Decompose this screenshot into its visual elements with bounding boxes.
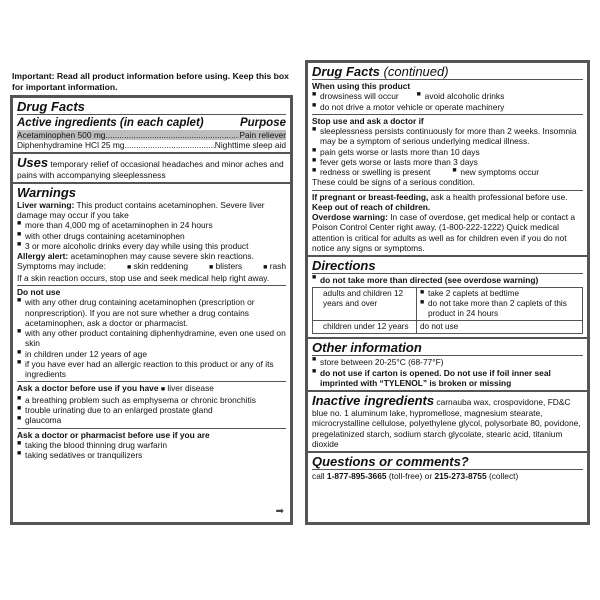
liver-warning: Liver warning: This product contains acetaminophen. Severe liver damage may occur if you take (17, 199, 265, 221)
continued-warnings-section (308, 63, 587, 257)
other-info-title: Other information (312, 340, 422, 356)
allergy-alert: Allergy alert: acetaminophen may cause severe skin reactions. (17, 251, 254, 262)
directions-table (312, 287, 583, 334)
directions-what: ■ take 2 caplets at bedtime ■ do not take more than 2 caplets of this product in 24 hours (417, 288, 583, 321)
stop-use-note: These could be signs of a serious condition. (312, 177, 475, 188)
directions-who: adults and children 12 years and over (313, 288, 417, 321)
keep-out-of-reach: Keep out of reach of children. (312, 201, 431, 212)
ask-doctor-bullet: ■ trouble urinating due to an enlarged prostate gland (17, 405, 286, 415)
ingredient-name: Acetaminophen 500 mg (17, 130, 106, 141)
when-using-bullet: ■ drowsiness will occur (312, 91, 399, 101)
inactive-ingredients-section (308, 392, 587, 453)
other-info-bullet: ■ store between 20-25°C (68-77°F) (312, 355, 583, 367)
ask-pharmacist-bullet: ■ taking sedatives or tranquilizers (17, 450, 286, 460)
warnings-section (13, 184, 290, 461)
other-info-bullet: ■ do not use if carton is opened. Do not use if foil inner seal imprinted with “TYLENOL” is broken or missing (312, 368, 583, 389)
ingredient-row (17, 130, 286, 140)
drug-facts-title: Drug Facts (17, 99, 85, 114)
directions-who: children under 12 years (313, 321, 417, 334)
stop-use-bullet: ■ new symptoms occur (452, 167, 539, 177)
liver-bullet: ■ with other drugs containing acetaminophen (17, 231, 286, 241)
ingredient-name: Diphenhydramine HCl 25 mg (17, 140, 125, 151)
questions-contact: call 1-877-895-3665 (toll-free) or 215-273-8755 (collect) (312, 469, 583, 481)
skin-reaction-text: If a skin reaction occurs, stop use and seek medical help right away. (17, 272, 270, 283)
overdose-warning: Overdose warning: In case of overdose, get medical help or contact a Poison Control Center right away. (1-800-222-1222) Quick medical attention is critical for adults as well as for children even if you do not notice any signs or symptoms. (312, 212, 576, 253)
stop-use-bullet: ■ redness or swelling is present (312, 167, 430, 177)
ingredient-row (17, 140, 286, 150)
uses-section (13, 154, 290, 184)
purpose-heading: Purpose (239, 117, 286, 129)
when-using-bullet: ■ do not drive a motor vehicle or operate machinery (312, 102, 583, 112)
stop-use-bullet: ■ fever gets worse or lasts more than 3 days (312, 157, 583, 167)
uses-text: temporary relief of occasional headaches and minor aches and pains with accompanying sleeplessness (17, 158, 284, 180)
directions-title: Directions (312, 258, 376, 273)
inactive-title: Inactive ingredients (312, 393, 435, 408)
stop-use-row (312, 167, 583, 177)
drug-facts-panel-left (10, 95, 293, 525)
pregnancy-warning: If pregnant or breast-feeding, ask a health professional before use. (312, 190, 583, 202)
drug-facts-continued-title: Drug Facts (continued) (312, 64, 449, 79)
phone-collect: 215-273-8755 (434, 471, 487, 481)
directions-section (308, 257, 587, 339)
liver-bullet: ■ 3 or more alcoholic drinks every day while using this product (17, 241, 286, 251)
uses-title: Uses (17, 154, 49, 170)
questions-title: Questions or comments? (312, 454, 469, 469)
ask-doctor-title: Ask a doctor before use if you have ■ liver disease (17, 381, 286, 395)
active-ingredients-section (13, 98, 290, 154)
table-row (313, 321, 583, 334)
stop-use-bullet: ■ pain gets worse or lasts more than 10 days (312, 147, 583, 157)
when-using-row (312, 91, 583, 101)
symptoms-row: Symptoms may include: ■ skin reddening ■ blisters ■ rash (17, 261, 286, 272)
when-using-bullet: ■ avoid alcoholic drinks (417, 91, 505, 101)
do-not-use-title: Do not use (17, 285, 286, 297)
stop-use-title: Stop use and ask a doctor if (312, 114, 583, 126)
continue-arrow-icon: ➡ (275, 505, 284, 517)
other-info-section (308, 339, 587, 392)
ask-doctor-bullet: ■ glaucoma (17, 415, 286, 425)
ask-pharmacist-title: Ask a doctor or pharmacist before use if you are (17, 428, 286, 440)
do-not-use-bullet: ■ with any other drug containing acetaminophen (prescription or nonprescription). If you are not sure whether a drug contains acetaminophen, ask a doctor or pharmacist. (17, 297, 286, 328)
important-note: Important: Read all product information before using. Keep this box for important information. (12, 71, 289, 92)
directions-what: do not use (417, 321, 583, 334)
directions-lead: ■ do not take more than directed (see overdose warning) (312, 273, 583, 285)
do-not-use-bullet: ■ with any other product containing diphenhydramine, even one used on skin (17, 328, 286, 349)
ingredient-purpose: Pain reliever (239, 130, 286, 141)
ask-pharmacist-bullet: ■ taking the blood thinning drug warfarin (17, 440, 286, 450)
active-ingredients-heading: Active ingredients (in each caplet) (17, 117, 204, 129)
stop-use-bullet: ■ sleeplessness persists continuously for more than 2 weeks. Insomnia may be a symptom of serious underlying medical illness. (312, 126, 583, 147)
ask-doctor-bullet: ■ a breathing problem such as emphysema or chronic bronchitis (17, 395, 286, 405)
phone-toll-free: 1-877-895-3665 (326, 471, 387, 481)
questions-section (308, 453, 587, 483)
when-using-title: When using this product (312, 79, 583, 91)
drug-facts-panel-right (305, 60, 590, 525)
active-ingredients-header (17, 114, 286, 130)
warnings-title: Warnings (17, 184, 76, 200)
liver-bullet: ■ more than 4,000 mg of acetaminophen in 24 hours (17, 220, 286, 230)
ingredient-purpose: Nighttime sleep aid (214, 140, 286, 151)
do-not-use-bullet: ■ if you have ever had an allergic reaction to this product or any of its ingredients (17, 359, 286, 380)
table-row (313, 288, 583, 321)
inactive-text: carnauba wax, crospovidone, FD&C blue no. 1 aluminum lake, hypromellose, magnesium stearate, microcrystalline cellulose, polyethylene glycol, polysorbate 80, povidone, pregelatinized starch, sodium starch glycolate, stearic acid, titanium dioxide (312, 397, 581, 449)
do-not-use-bullet: ■ in children under 12 years of age (17, 349, 286, 359)
